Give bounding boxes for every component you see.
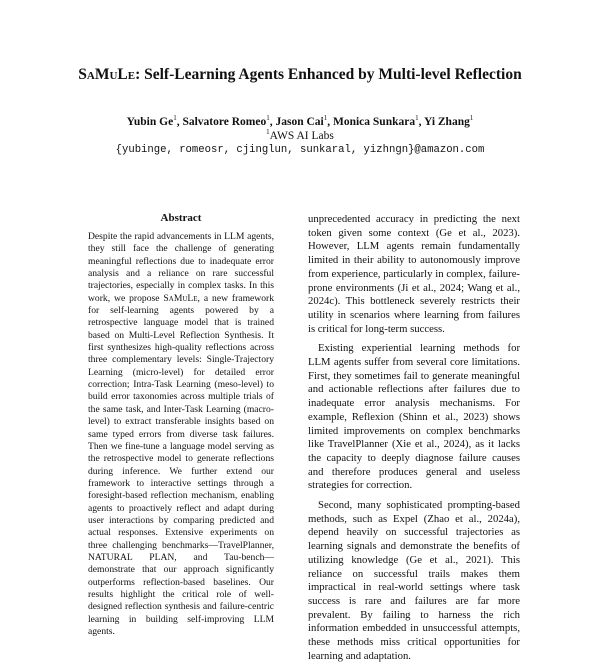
author-list: Yubin Ge$^1$, Salvatore Romeo$^1$, Jason Cai$^1$, Monica Sunkara$^1$, Yi Zhang$^1$ <box>126 114 474 128</box>
author-emails: {yubinge, romeosr, cjinglun, sunkaral, yizhngn}@amazon.com <box>115 144 485 156</box>
title-system-name: SaMuLe <box>78 66 136 83</box>
abstract-paragraph <box>88 231 274 638</box>
author: Jason Cai <box>275 115 324 128</box>
title-rest: : Self-Learning Agents Enhanced by Multi-level Reflection <box>135 66 522 83</box>
intro-column <box>308 213 520 662</box>
author-affiliation-mark: 1 <box>266 114 270 122</box>
author-affiliation-mark: 1 <box>173 114 177 122</box>
author-affiliation-mark: 1 <box>469 114 474 122</box>
paper-title <box>0 66 600 84</box>
abstract-heading: Abstract <box>160 212 202 224</box>
body-paragraph: unprecedented accuracy in predicting the next token given some context (Ge et al., 2023). However, LLM agents remain fundamentally limited in their ability to autonomously improve from experience, particularly in complex, failure-prone environments (Ji et al., 2024; Wang et al., 2024c). This bottleneck severely restricts their utility in scenarios where learning from failures is critical for long-term success. <box>308 213 520 335</box>
body-paragraph: Existing experiential learning methods for LLM agents suffer from several core limitations. First, they sometimes fail to generate meaningful and actionable reflections after failures due to inadequate error analysis mechanisms. For example, Reflexion (Shinn et al., 2023) shows limited improvements on complex benchmarks like TravelPlanner (Xie et al., 2024), as it lacks the capacity to deeply diagnose failure causes and therefore produces general and useless strategies for correction. <box>308 342 520 492</box>
abstract-text: Despite the rapid advancements in LLM agents, they still face the challenge of generating meaningful reflections due to inadequate error analysis and a reliance on rare successful trajectories, especially in complex tasks. In this work, we propose <box>88 231 274 304</box>
author: Yi Zhang <box>423 115 470 128</box>
author-affiliation-mark: 1 <box>323 114 328 122</box>
body-paragraph: Second, many sophisticated prompting-based methods, such as Expel (Zhao et al., 2024a), depend heavily on successful trajectories as learning signals and demonstrate the benefits of utilizing knowledge (Ge et al., 2021). This reliance on successful trails makes them impractical in real-world settings where task success is rare and failures are far more prevalent. By failing to harness the rich information embedded in unsuccessful attempts, these methods miss critical opportunities for learning and adaptation. <box>308 499 520 662</box>
affiliation <box>0 128 600 142</box>
author: Salvatore Romeo <box>182 115 267 128</box>
abstract-body <box>88 231 275 637</box>
author: Yubin Ge <box>126 115 174 128</box>
author-affiliation-mark: 1 <box>415 114 419 122</box>
abstract-text: , a new framework for self-learning agents powered by a retrospective language model that is trained based on Multi-Level Reflection Synthesis. It first synthesizes high-quality reflections across three complementary levels: Single-Trajectory Learning (micro-level) for detailed error correction; Intra-Task Learning (meso-level) to build error taxonomies across multiple trials of the same task, and Inter-Task Learning (macro-level) to extract transferable insights based on same typed errors from diverse task failures. Then we fine-tune a language model serving as the retrospective model to generate reflections during inference. We further extend our framework to interactive settings through a foresight-based reflection mechanism, enabling agents to proactively reflect and adapt during user interactions by comparing predicted and actual responses. Extensive experiments on three challenging benchmarks—TravelPlanner, NATURAL PLAN, and Tau-bench—demonstrate that our approach significantly outperforms reflection-based baselines. Our results highlight the critical role of well-designed reflection synthesis and failure-centric learning in building self-improving LLM agents. <box>88 292 275 637</box>
author: Monica Sunkara <box>332 115 416 128</box>
abstract-system-name: SaMuLe <box>163 292 198 304</box>
affiliation-mark: 1 <box>266 128 270 136</box>
affiliation-name: AWS AI Labs <box>269 129 334 142</box>
